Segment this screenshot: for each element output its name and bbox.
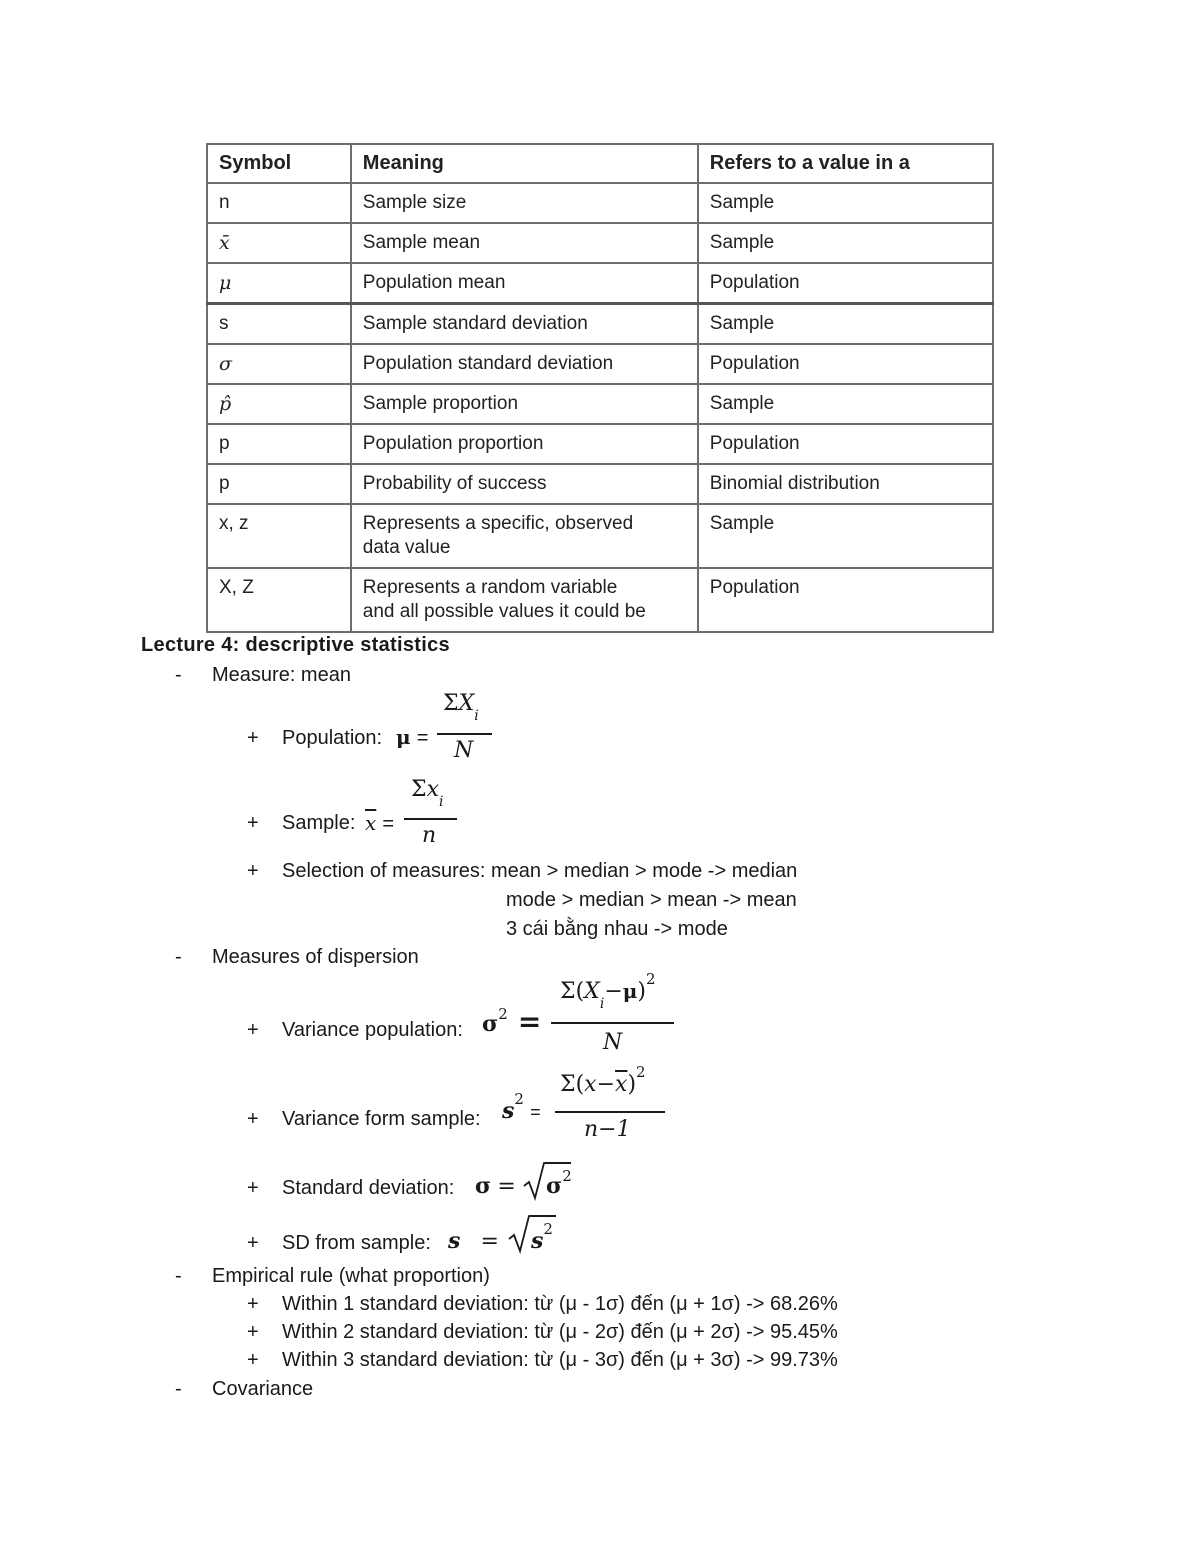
header-meaning: Meaning	[351, 144, 698, 183]
superscript-2: 2	[636, 1063, 646, 1081]
sigma-symbol: σ	[482, 1011, 499, 1037]
row-symbol: x̄	[207, 223, 351, 263]
plus-bullet: +	[247, 1232, 259, 1254]
mu-symbol: μ	[396, 725, 411, 749]
plus-bullet: +	[247, 812, 259, 834]
header-symbol: Symbol	[207, 144, 351, 183]
variance-population-label: Variance population:	[282, 1019, 463, 1041]
minus-sign: −	[604, 979, 623, 1004]
equals-sign: =	[382, 813, 395, 835]
var-N: N	[454, 738, 474, 763]
variance-population-lhs	[482, 1005, 541, 1038]
row-meaning	[351, 504, 698, 568]
plus-bullet: +	[247, 1321, 259, 1343]
var-N: N	[603, 1030, 623, 1055]
within-3-line: Within 3 standard deviation: từ (μ - 3σ) đến (μ + 3σ) -> 99.73%	[282, 1349, 838, 1371]
sd-sample-radicand	[531, 1220, 553, 1254]
left-paren: (	[575, 979, 585, 1004]
meaning-line: Represents a random variable	[362, 577, 618, 598]
sqrt-icon	[522, 1160, 546, 1202]
row-symbol: p	[207, 424, 351, 464]
table-row	[207, 183, 993, 223]
row-refers: Population	[698, 344, 993, 384]
sd-sample-label: SD from sample:	[282, 1232, 431, 1254]
var-s: s	[531, 1228, 544, 1254]
x-bar-symbol: $\overline{x}$	[615, 1072, 628, 1097]
plus-bullet: +	[247, 1177, 259, 1199]
dispersion-label: Measures of dispersion	[212, 946, 419, 968]
row-symbol: x, z	[207, 504, 351, 568]
sqrt-bar	[530, 1215, 556, 1217]
row-meaning: Sample mean	[351, 223, 698, 263]
sd-lhs	[475, 1173, 516, 1199]
right-paren: )	[637, 979, 646, 1004]
meaning-line: and all possible values it could be	[362, 601, 646, 622]
sd-radicand	[546, 1167, 572, 1199]
within-2-line: Within 2 standard deviation: từ (μ - 2σ) đến (μ + 2σ) -> 95.45%	[282, 1321, 838, 1343]
row-refers: Population	[698, 424, 993, 464]
sample-mean-lhs	[365, 810, 394, 836]
sd-sample-lhs	[448, 1228, 499, 1254]
row-symbol: X, Z	[207, 568, 351, 632]
row-meaning: Population mean	[351, 263, 698, 304]
row-refers: Sample	[698, 504, 993, 568]
row-meaning: Sample proportion	[351, 384, 698, 424]
row-symbol: μ	[207, 263, 351, 304]
equals-sign: =	[530, 1102, 541, 1122]
table-row	[207, 304, 993, 345]
sample-label: Sample:	[282, 812, 356, 834]
equals-sign: =	[517, 1005, 542, 1038]
table-row	[207, 344, 993, 384]
var-s: s	[502, 1098, 515, 1124]
right-paren: )	[627, 1072, 637, 1097]
lecture-heading: Lecture 4: descriptive statistics	[141, 634, 450, 656]
meaning-line: data value	[362, 537, 451, 558]
mu-symbol: μ	[622, 979, 638, 1003]
header-refers: Refers to a value in a	[698, 144, 993, 183]
selection-line-1: Selection of measures: mean > median > mode -> median	[282, 860, 798, 882]
minus-sign: −	[596, 1072, 616, 1097]
population-mean-numerator	[443, 690, 479, 724]
superscript-2: 2	[543, 1220, 553, 1238]
equals-sign: =	[416, 727, 429, 749]
population-label: Population:	[282, 727, 383, 749]
row-symbol: p̂	[207, 384, 351, 424]
meaning-line: Represents a specific, observed	[362, 513, 634, 534]
subscript-i: i	[438, 794, 444, 810]
row-symbol: n	[207, 183, 351, 223]
table-row	[207, 464, 993, 504]
row-refers: Population	[698, 568, 993, 632]
row-symbol: s	[207, 304, 351, 345]
var-X: X	[584, 979, 600, 1004]
superscript-2: 2	[562, 1167, 572, 1185]
n-minus-1: n−1	[584, 1117, 631, 1142]
var-s: s	[448, 1228, 461, 1254]
row-refers: Sample	[698, 384, 993, 424]
population-mean-denominator	[454, 737, 473, 763]
equals-sign: =	[480, 1229, 499, 1254]
sqrt-icon	[507, 1213, 531, 1255]
plus-bullet: +	[247, 727, 259, 749]
selection-line-2: mode > median > mean -> mean	[506, 889, 797, 911]
within-1-line: Within 1 standard deviation: từ (μ - 1σ) đến (μ + 1σ) -> 68.26%	[282, 1293, 838, 1315]
row-meaning: Sample standard deviation	[351, 304, 698, 345]
variance-sample-lhs	[502, 1090, 541, 1124]
variance-sample-label: Variance form sample:	[282, 1108, 481, 1130]
table-row	[207, 424, 993, 464]
superscript-2: 2	[645, 970, 656, 988]
var-n: n	[422, 823, 437, 848]
sum-symbol: Σ	[560, 979, 576, 1004]
row-meaning: Population standard deviation	[351, 344, 698, 384]
subscript-i: i	[474, 708, 479, 724]
fraction-bar	[551, 1022, 674, 1024]
plus-bullet: +	[247, 1293, 259, 1315]
plus-bullet: +	[247, 1108, 259, 1130]
table-row	[207, 504, 993, 568]
x-bar-symbol: $\overline{x}$	[365, 811, 377, 835]
var-x: x	[584, 1072, 597, 1097]
sample-mean-denominator	[422, 822, 436, 848]
sample-mean-numerator	[411, 776, 444, 810]
dash-bullet: -	[175, 1378, 182, 1400]
var-X: X	[458, 691, 475, 716]
plus-bullet: +	[247, 1019, 259, 1041]
sqrt-bar	[545, 1162, 571, 1164]
superscript-2: 2	[498, 1005, 508, 1023]
row-meaning	[351, 568, 698, 632]
selection-line-3: 3 cái bằng nhau -> mode	[506, 918, 728, 940]
dash-bullet: -	[175, 664, 182, 686]
empirical-label: Empirical rule (what proportion)	[212, 1265, 490, 1287]
dash-bullet: -	[175, 1265, 182, 1287]
left-paren: (	[575, 1072, 585, 1097]
fraction-bar	[437, 733, 492, 735]
row-symbol: σ	[207, 344, 351, 384]
table-row	[207, 263, 993, 304]
plus-bullet: +	[247, 1349, 259, 1371]
table-row	[207, 384, 993, 424]
superscript-2: 2	[514, 1090, 524, 1108]
row-refers: Sample	[698, 223, 993, 263]
variance-population-denominator	[603, 1029, 622, 1055]
symbol-table	[206, 143, 994, 633]
variance-sample-numerator	[560, 1063, 646, 1097]
table-row	[207, 223, 993, 263]
equals-sign: =	[497, 1174, 516, 1199]
population-mean-lhs	[396, 724, 428, 750]
row-symbol: p	[207, 464, 351, 504]
sum-symbol: Σ	[443, 691, 459, 716]
subscript-i: i	[599, 996, 605, 1012]
row-refers: Sample	[698, 183, 993, 223]
covariance-label: Covariance	[212, 1378, 314, 1400]
plus-bullet: +	[247, 860, 259, 882]
sd-label: Standard deviation:	[282, 1177, 455, 1199]
sum-symbol: Σ	[560, 1072, 576, 1097]
measure-mean-label: Measure: mean	[212, 664, 351, 686]
dash-bullet: -	[175, 946, 182, 968]
var-x: x	[426, 777, 439, 802]
table-header-row	[207, 144, 993, 183]
variance-population-numerator	[560, 970, 656, 1012]
fraction-bar	[555, 1111, 665, 1113]
sum-symbol: Σ	[411, 777, 427, 802]
table-row	[207, 568, 993, 632]
variance-sample-denominator	[584, 1116, 631, 1142]
sigma-symbol: σ	[546, 1173, 563, 1199]
row-refers: Sample	[698, 304, 993, 345]
row-meaning: Sample size	[351, 183, 698, 223]
sigma-symbol: σ	[475, 1173, 492, 1199]
row-refers: Binomial distribution	[698, 464, 993, 504]
row-meaning: Probability of success	[351, 464, 698, 504]
fraction-bar	[404, 818, 457, 820]
row-meaning: Population proportion	[351, 424, 698, 464]
row-refers: Population	[698, 263, 993, 304]
